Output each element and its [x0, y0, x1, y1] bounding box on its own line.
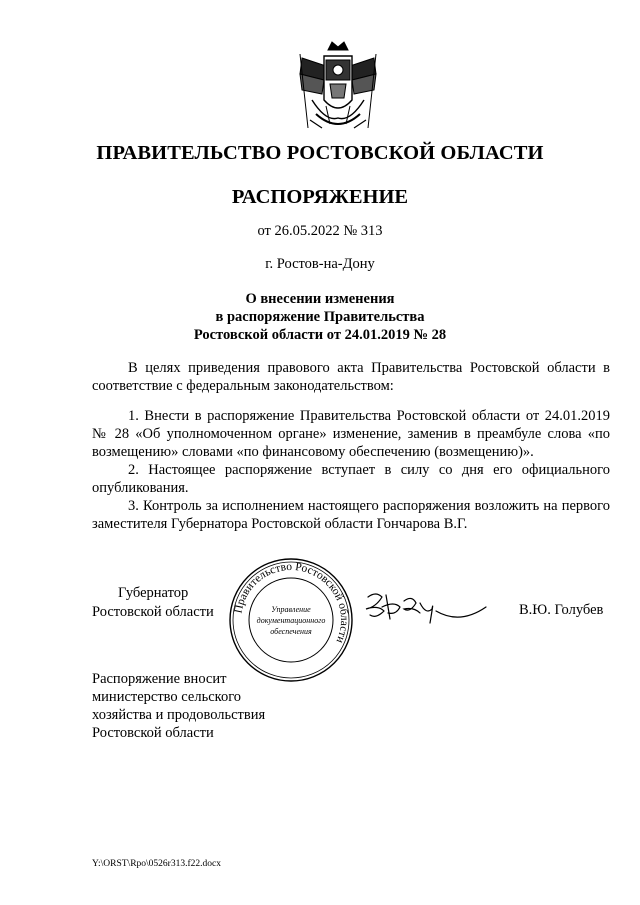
resolution-item: 2. Настоящее распоряжение вступает в силу со дня его официального опубликования. [92, 462, 610, 496]
submitter-line: Распоряжение вносит [92, 671, 227, 687]
signatory-position [92, 584, 214, 622]
document-type: РАСПОРЯЖЕНИЕ [231, 186, 409, 208]
submitter-line: хозяйства и продовольствия [92, 707, 266, 723]
resolution-item: 1. Внести в распоряжение Правительства Ростовской области от 24.01.2019 № 28 «Об уполномоченном органе» изменение, заменив в преамбуле слова «по возмещению» словами «по финансовому обеспечению (возмещению)». [92, 408, 610, 460]
stamp-outer-text: Правительство Ростовской области [232, 560, 351, 645]
signatory-position-line: Губернатор [118, 585, 189, 601]
subject-line: Ростовской области от 24.01.2019 № 28 [193, 327, 447, 343]
signatory-position-line: Ростовской области [92, 604, 214, 620]
subject-line: в распоряжение Правительства [215, 309, 425, 325]
stamp-inner-line: обеспечения [270, 627, 312, 636]
coat-of-arms-icon [296, 40, 380, 136]
submitter-line: министерство сельского [92, 689, 242, 705]
document-subject [0, 290, 640, 344]
organization-title: ПРАВИТЕЛЬСТВО РОСТОВСКОЙ ОБЛАСТИ [96, 142, 544, 164]
official-stamp [228, 557, 354, 683]
file-path: Y:\ORST\Rpo\0526r313.f22.docx [92, 859, 221, 869]
submitter-line: Ростовской области [92, 725, 214, 741]
document-date-number: от 26.05.2022 № 313 [257, 223, 383, 239]
stamp-inner-line: документационного [256, 616, 326, 625]
resolution-item: 3. Контроль за исполнением настоящего распоряжения возложить на первого заместителя Губернатора Ростовской области Гончарова В.Г. [92, 498, 610, 532]
document-city: г. Ростов-на-Дону [265, 256, 375, 272]
handwritten-signature [360, 585, 488, 631]
resolution-items [92, 407, 610, 533]
subject-line: О внесении изменения [245, 291, 395, 307]
preamble-text: В целях приведения правового акта Правительства Ростовской области в соответствие с федеральным законодательством: [92, 360, 610, 394]
preamble [92, 359, 610, 395]
submitter-note [92, 670, 265, 742]
signatory-name: В.Ю. Голубев [519, 602, 604, 618]
stamp-inner-line: Управление [271, 605, 311, 614]
